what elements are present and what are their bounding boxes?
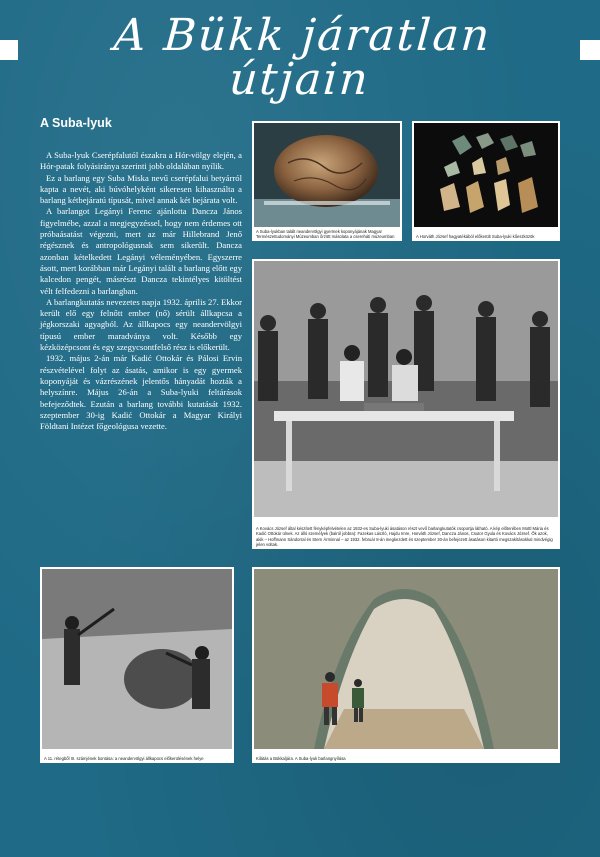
paragraph-1: A Suba-lyuk Cserépfalutól északra a Hór-völgy elején, a Hór-patak folyásiránya szerinti jobb oldalában nyílik.	[40, 150, 242, 172]
group-caption: A Kovács József által készített fényképfelvételen az 1932-es Suba-lyuki ásatáson részt vevő barlangkutatók csoportja látható. A kép előterében Mottl Mária és Kadić Ottokár ülnek. Az álló személyek (balról jobbra): Fazekas László, Hajdu Imre, Horváth József, Dancza János, Csutor Gyula és Kovács József. Ők azok, akik – Hoffmann Sándorral és Stern Árminnal – az 1932. február 8-án megkezdett és szeptember 30-án befejezett ásatáson kitartó megszakításokkal mindvégig jelen voltak.	[256, 526, 553, 547]
paragraph-2: Ez a barlang egy Suba Miska nevű cserépfalui betyárról kapta a nevét, aki búvóhelyként sikeresen kihasználta a barlang kétbejáratú típusát, mivel annak két bejárata volt.	[40, 172, 242, 206]
skull-caption: A Suba-lyukban talált neandervölgyi gyermek koponyájának Magyar Természettudományi Múzeumban őrzött másolata a csereháti múzeumban	[256, 228, 395, 239]
skull-photo	[254, 123, 400, 227]
tools-photo	[414, 123, 558, 227]
cave-caption: Kilátás a Bükkaljára. A Suba-lyuk barlangnyílása	[256, 755, 346, 761]
section-heading: A Suba-lyuk	[40, 116, 112, 130]
skull-photo-card	[252, 121, 402, 241]
tools-photo-card	[412, 121, 560, 241]
tools-caption: A Horváth József hagyatékából előkerült Suba-lyuki kőeszközök	[416, 233, 535, 239]
title-bar-left	[0, 40, 18, 60]
cave-photo-card	[252, 567, 560, 763]
paragraph-5: 1932. május 2-án már Kadić Ottokár és Pálosi Ervin részvételével folyt az ásatás, amikor is egy gyermek koponyáját és vázrészének jelentős hányadát hozták a helyszínre. Május 26-án a Suba-lyuki feltárások befejeződtek. Ezután a barlang további kutatását 1932. szeptember 30-ig Kadić Ottokár a Magyar Királyi Földtani Intézet főgeológusa vezette.	[40, 353, 242, 432]
excavation-caption: A 11. rétegből III. számjének bontása: a neandervölgyi állkapocs előkerülésének helye	[44, 755, 204, 761]
group-photo-card	[252, 259, 560, 549]
title-bar-right	[580, 40, 600, 60]
excavation-photo	[42, 569, 232, 749]
excavation-photo-card	[40, 567, 234, 763]
poster-title: A Bükk járatlan útjain	[112, 10, 493, 105]
text-column	[40, 116, 242, 432]
cave-photo	[254, 569, 558, 749]
paragraph-4: A barlangkutatás nevezetes napja 1932. április 27. Ekkor került elő egy felnőtt ember (nő) sérült állkapcsa a jégkorszaki agyagból. Az állkapocs egy neandervölgyi típusú ember maradványa volt. Később egy kézközépcsont és egy szegycsontfelső rész is előkerült.	[40, 296, 242, 353]
group-photo	[254, 261, 558, 517]
paragraph-3: A barlangot Legányi Ferenc ajánlotta Dancza János figyelmébe, azzal a megjegyzéssel, hogy nem érdemes ott próbaásatást végezni, mert az már Hillebrand Jenő régésznek és antropológusnak sem sikerült. Dancza azonban kételkedett Legányi véleményében. Egyszerre ásott, mert korábban már Legányi talált a barlang előtt egy kalcedon pengét, másrészt Dancza tekintélyes kitöltést vélt felfedezni a barlangban.	[40, 206, 242, 296]
